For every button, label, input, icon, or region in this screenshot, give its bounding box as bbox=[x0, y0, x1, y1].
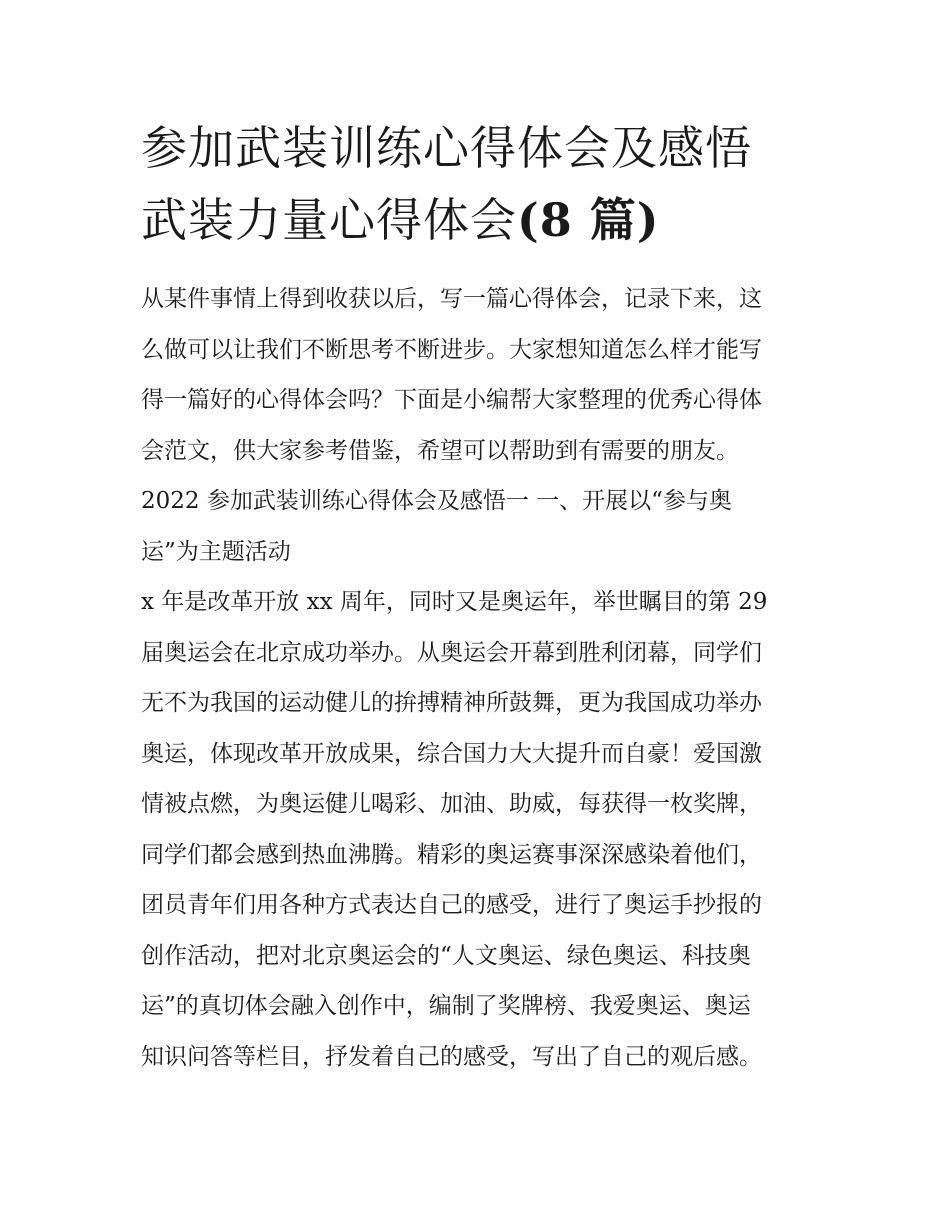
section-body-line: 同学们都会感到热血沸腾。精彩的奥运赛事深深感染着他们， bbox=[141, 841, 762, 868]
document-title bbox=[141, 112, 813, 256]
intro-line: 从某件事情上得到收获以后，写一篇心得体会，记录下来，这 bbox=[141, 286, 762, 312]
section-body-line: 无不为我国的运动健儿的拚搏精神所鼓舞，更为我国成功举办 bbox=[141, 690, 762, 716]
section-body-line: 团员青年们用各种方式表达自己的感受，进行了奥运手抄报的 bbox=[141, 892, 762, 918]
title-line-2 bbox=[141, 184, 813, 256]
section-heading-line: 2022 参加武装训练心得体会及感悟一 一、开展以“参与奥 bbox=[141, 488, 732, 514]
intro-line: 得一篇好的心得体会吗？下面是小编帮大家整理的优秀心得体 bbox=[141, 387, 762, 413]
section-body-line: 创作活动，把对北京奥运会的“人文奥运、绿色奥运、科技奥 bbox=[141, 942, 751, 969]
intro-line: 么做可以让我们不断思考不断进步。大家想知道怎么样才能写 bbox=[141, 336, 762, 363]
intro-paragraph bbox=[141, 274, 813, 476]
section-body-line: 运”的真切体会融入创作中，编制了奖牌榜、我爱奥运、奥运 bbox=[141, 993, 751, 1019]
intro-line: 会范文，供大家参考借鉴，希望可以帮助到有需要的朋友。 bbox=[141, 437, 739, 464]
title-line-2-suffix: (8 篇) bbox=[517, 193, 660, 247]
title-line-2-text: 武装力量心得体会 bbox=[141, 193, 517, 247]
title-line-1: 参加武装训练心得体会及感悟 bbox=[141, 121, 752, 175]
section-body-line: 届奥运会在北京成功举办。从奥运会开幕到胜利闭幕，同学们 bbox=[141, 639, 762, 666]
section-body-paragraph bbox=[141, 577, 813, 1082]
section-body-line: 知识问答等栏目，抒发着自己的感受，写出了自己的观后感。 bbox=[141, 1043, 762, 1070]
section-heading bbox=[141, 476, 813, 577]
section-body-line: 奥运，体现改革开放成果，综合国力大大提升而自豪！爱国激 bbox=[141, 740, 762, 767]
section-body-line: 情被点燃，为奥运健儿喝彩、加油、助威，每获得一枚奖牌， bbox=[141, 791, 762, 817]
document-content bbox=[141, 112, 813, 1082]
document-body bbox=[141, 274, 813, 1082]
section-body-line: x 年是改革开放 xx 周年，同时又是奥运年，举世瞩目的第 29 bbox=[141, 589, 768, 615]
section-heading-line: 运”为主题活动 bbox=[141, 538, 291, 565]
